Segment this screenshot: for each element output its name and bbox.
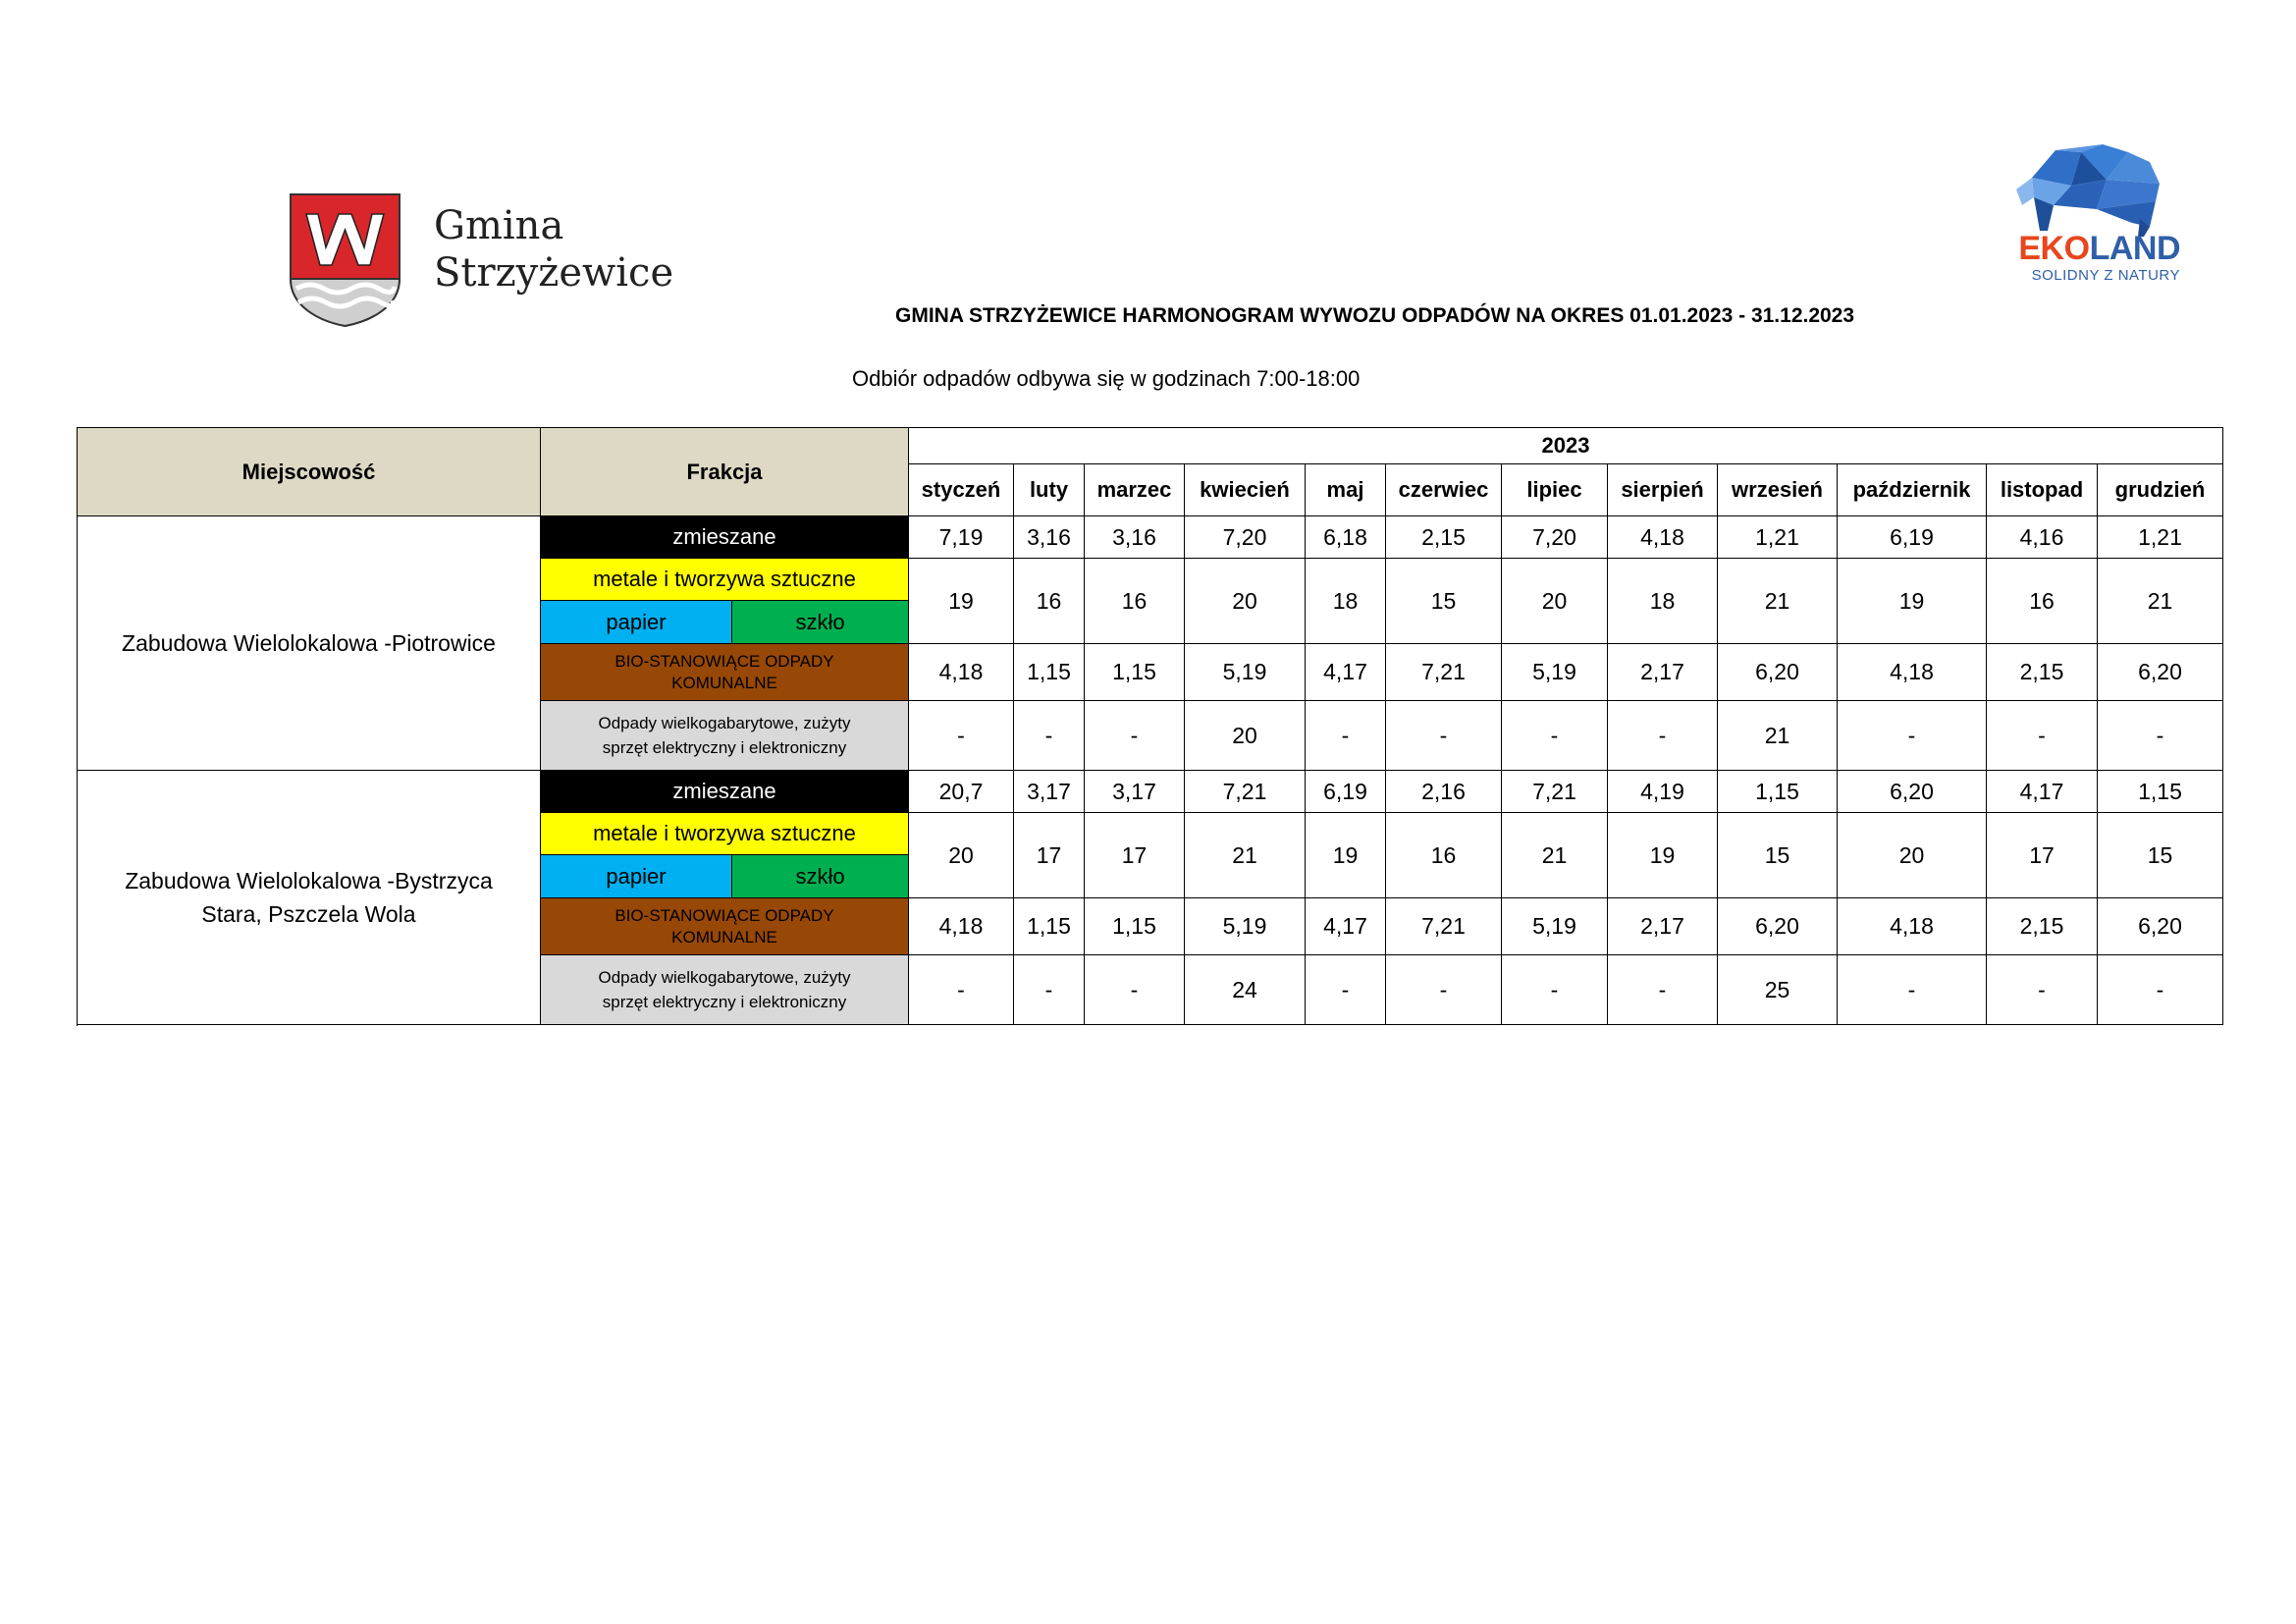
ekoland-wordmark-eko: EKO	[2018, 230, 2090, 267]
month-header: czerwiec	[1386, 464, 1502, 516]
schedule-value-cell: 15	[2098, 813, 2223, 898]
schedule-value-cell: 3,16	[1014, 516, 1085, 559]
column-header-fraction: Frakcja	[541, 428, 909, 516]
table-row	[78, 516, 2223, 559]
month-header: wrzesień	[1718, 464, 1838, 516]
month-header: listopad	[1987, 464, 2098, 516]
fraction-bio	[541, 898, 909, 955]
fraction-metals-plastics: metale i tworzywa sztuczne	[541, 813, 909, 855]
fraction-bulky-line2: sprzęt elektryczny i elektroniczny	[602, 738, 847, 757]
schedule-value-cell: 2,15	[1987, 644, 2098, 701]
fraction-bio-line2: KOMUNALNE	[671, 673, 777, 692]
schedule-value-cell: 1,15	[1718, 771, 1838, 813]
schedule-value-cell: 2,17	[1608, 898, 1718, 955]
fraction-glass: szkło	[732, 855, 908, 897]
schedule-value-cell: 6,19	[1306, 771, 1386, 813]
schedule-value-cell: 20	[1185, 701, 1306, 771]
fraction-bulky-electronics	[541, 955, 909, 1025]
schedule-value-cell: -	[909, 955, 1014, 1025]
schedule-value-cell: -	[909, 701, 1014, 771]
schedule-value-cell: 4,18	[1608, 516, 1718, 559]
schedule-value-cell: 2,16	[1386, 771, 1502, 813]
schedule-value-cell: 21	[1185, 813, 1306, 898]
schedule-value-cell: -	[1306, 701, 1386, 771]
waste-collection-schedule-table	[77, 427, 2223, 1025]
schedule-value-cell: 2,15	[1987, 898, 2098, 955]
schedule-value-cell: 25	[1718, 955, 1838, 1025]
month-header: październik	[1838, 464, 1987, 516]
schedule-value-cell: 7,20	[1502, 516, 1608, 559]
schedule-value-cell: 19	[1608, 813, 1718, 898]
schedule-value-cell: 6,20	[2098, 644, 2223, 701]
schedule-value-cell: 4,17	[1306, 898, 1386, 955]
schedule-value-cell: 7,20	[1185, 516, 1306, 559]
schedule-value-cell: 17	[1987, 813, 2098, 898]
schedule-value-cell: -	[2098, 701, 2223, 771]
schedule-value-cell: 5,19	[1502, 898, 1608, 955]
month-header: kwiecień	[1185, 464, 1306, 516]
schedule-value-cell: 21	[1502, 813, 1608, 898]
gmina-name-line1: Gmina	[434, 203, 564, 248]
schedule-value-cell: 4,18	[909, 898, 1014, 955]
document-title: GMINA STRZYŻEWICE HARMONOGRAM WYWOZU ODPADÓW NA OKRES 01.01.2023 - 31.12.2023	[895, 304, 1855, 327]
schedule-value-cell: 4,17	[1306, 644, 1386, 701]
schedule-value-cell: 5,19	[1185, 644, 1306, 701]
schedule-value-cell: -	[1502, 701, 1608, 771]
schedule-value-cell: 5,19	[1502, 644, 1608, 701]
schedule-value-cell: 2,15	[1386, 516, 1502, 559]
schedule-value-cell: 21	[1718, 701, 1838, 771]
schedule-value-cell: 20	[1502, 559, 1608, 644]
schedule-value-cell: 16	[1386, 813, 1502, 898]
locality-cell	[78, 516, 541, 771]
fraction-paper: papier	[541, 601, 732, 643]
schedule-value-cell: 24	[1185, 955, 1306, 1025]
month-header: styczeń	[909, 464, 1014, 516]
schedule-value-cell: -	[1306, 955, 1386, 1025]
schedule-value-cell: 7,21	[1386, 644, 1502, 701]
schedule-value-cell: 1,15	[1014, 644, 1085, 701]
locality-name-line2: Stara, Pszczela Wola	[201, 901, 416, 927]
gmina-crest-logo	[289, 192, 401, 328]
fraction-bio-line2: KOMUNALNE	[671, 927, 777, 947]
fraction-mixed: zmieszane	[541, 516, 909, 559]
fraction-glass: szkło	[732, 601, 908, 643]
schedule-value-cell: -	[1608, 701, 1718, 771]
schedule-value-cell: 6,18	[1306, 516, 1386, 559]
ekoland-tagline: SOLIDNY Z NATURY	[2031, 267, 2180, 284]
schedule-value-cell: 15	[1718, 813, 1838, 898]
schedule-value-cell: -	[1386, 701, 1502, 771]
schedule-value-cell: 1,21	[2098, 516, 2223, 559]
schedule-value-cell: 20	[909, 813, 1014, 898]
schedule-value-cell: 3,17	[1085, 771, 1185, 813]
schedule-value-cell: -	[1987, 955, 2098, 1025]
ekoland-wordmark-land: LAND	[2089, 230, 2180, 267]
fraction-bio	[541, 644, 909, 701]
schedule-value-cell: 17	[1014, 813, 1085, 898]
schedule-value-cell: 4,18	[909, 644, 1014, 701]
locality-name-line1: Zabudowa Wielolokalowa -Bystrzyca	[125, 868, 493, 893]
schedule-value-cell: 21	[2098, 559, 2223, 644]
fraction-metals-plastics: metale i tworzywa sztuczne	[541, 559, 909, 601]
schedule-value-cell: 15	[1386, 559, 1502, 644]
collection-hours-note: Odbiór odpadów odbywa się w godzinach 7:00-18:00	[852, 366, 1361, 391]
schedule-value-cell: 6,20	[1838, 771, 1987, 813]
gmina-name-line2: Strzyżewice	[434, 250, 674, 296]
schedule-value-cell: 7,21	[1185, 771, 1306, 813]
schedule-value-cell: 20,7	[909, 771, 1014, 813]
schedule-value-cell: 18	[1306, 559, 1386, 644]
gmina-name	[434, 202, 673, 297]
schedule-value-cell: 4,18	[1838, 644, 1987, 701]
schedule-value-cell: 1,15	[1014, 898, 1085, 955]
schedule-value-cell: -	[1386, 955, 1502, 1025]
schedule-value-cell: 4,17	[1987, 771, 2098, 813]
table-row	[78, 771, 2223, 813]
schedule-value-cell: 6,20	[2098, 898, 2223, 955]
fraction-paper-glass-cell	[541, 855, 909, 898]
schedule-value-cell: 19	[909, 559, 1014, 644]
schedule-value-cell: 6,20	[1718, 644, 1838, 701]
fraction-paper-glass-cell	[541, 601, 909, 644]
schedule-value-cell: 6,19	[1838, 516, 1987, 559]
month-header: grudzień	[2098, 464, 2223, 516]
fraction-bio-line1: BIO-STANOWIĄCE ODPADY	[614, 651, 834, 671]
fraction-bulky-line2: sprzęt elektryczny i elektroniczny	[602, 993, 847, 1011]
schedule-value-cell: -	[2098, 955, 2223, 1025]
schedule-value-cell: 7,21	[1386, 898, 1502, 955]
schedule-value-cell: 6,20	[1718, 898, 1838, 955]
fraction-bulky-electronics	[541, 701, 909, 771]
schedule-value-cell: 7,21	[1502, 771, 1608, 813]
schedule-value-cell: 16	[1085, 559, 1185, 644]
schedule-value-cell: 20	[1185, 559, 1306, 644]
schedule-value-cell: -	[1838, 955, 1987, 1025]
fraction-bulky-line1: Odpady wielkogabarytowe, zużyty	[598, 714, 851, 732]
schedule-value-cell: 1,15	[1085, 644, 1185, 701]
schedule-value-cell: 19	[1306, 813, 1386, 898]
schedule-value-cell: 3,17	[1014, 771, 1085, 813]
schedule-value-cell: -	[1502, 955, 1608, 1025]
locality-cell	[78, 771, 541, 1025]
month-header: luty	[1014, 464, 1085, 516]
schedule-value-cell: 16	[1987, 559, 2098, 644]
schedule-value-cell: 20	[1838, 813, 1987, 898]
schedule-value-cell: 4,19	[1608, 771, 1718, 813]
month-header: maj	[1306, 464, 1386, 516]
schedule-value-cell: -	[1085, 955, 1185, 1025]
fraction-mixed: zmieszane	[541, 771, 909, 813]
schedule-value-cell: -	[1608, 955, 1718, 1025]
schedule-value-cell: 1,15	[1085, 898, 1185, 955]
schedule-value-cell: 3,16	[1085, 516, 1185, 559]
locality-name-line1: Zabudowa Wielolokalowa -Piotrowice	[122, 630, 496, 656]
schedule-value-cell: 2,17	[1608, 644, 1718, 701]
schedule-value-cell: 18	[1608, 559, 1718, 644]
schedule-value-cell: 5,19	[1185, 898, 1306, 955]
month-header: marzec	[1085, 464, 1185, 516]
schedule-value-cell: 7,19	[909, 516, 1014, 559]
ekoland-wordmark	[1964, 230, 2180, 268]
schedule-value-cell: 1,21	[1718, 516, 1838, 559]
schedule-value-cell: 17	[1085, 813, 1185, 898]
schedule-value-cell: -	[1987, 701, 2098, 771]
schedule-value-cell: 4,16	[1987, 516, 2098, 559]
fraction-bio-line1: BIO-STANOWIĄCE ODPADY	[614, 905, 834, 925]
fraction-bulky-line1: Odpady wielkogabarytowe, zużyty	[598, 968, 851, 987]
schedule-value-cell: 1,15	[2098, 771, 2223, 813]
month-header: lipiec	[1502, 464, 1608, 516]
schedule-value-cell: 16	[1014, 559, 1085, 644]
fraction-paper: papier	[541, 855, 732, 897]
schedule-value-cell: -	[1014, 955, 1085, 1025]
schedule-value-cell: 4,18	[1838, 898, 1987, 955]
schedule-value-cell: -	[1838, 701, 1987, 771]
schedule-value-cell: 21	[1718, 559, 1838, 644]
year-header: 2023	[909, 428, 2223, 464]
schedule-value-cell: -	[1014, 701, 1085, 771]
schedule-value-cell: 19	[1838, 559, 1987, 644]
column-header-locality: Miejscowość	[78, 428, 541, 516]
month-header: sierpień	[1608, 464, 1718, 516]
schedule-value-cell: -	[1085, 701, 1185, 771]
